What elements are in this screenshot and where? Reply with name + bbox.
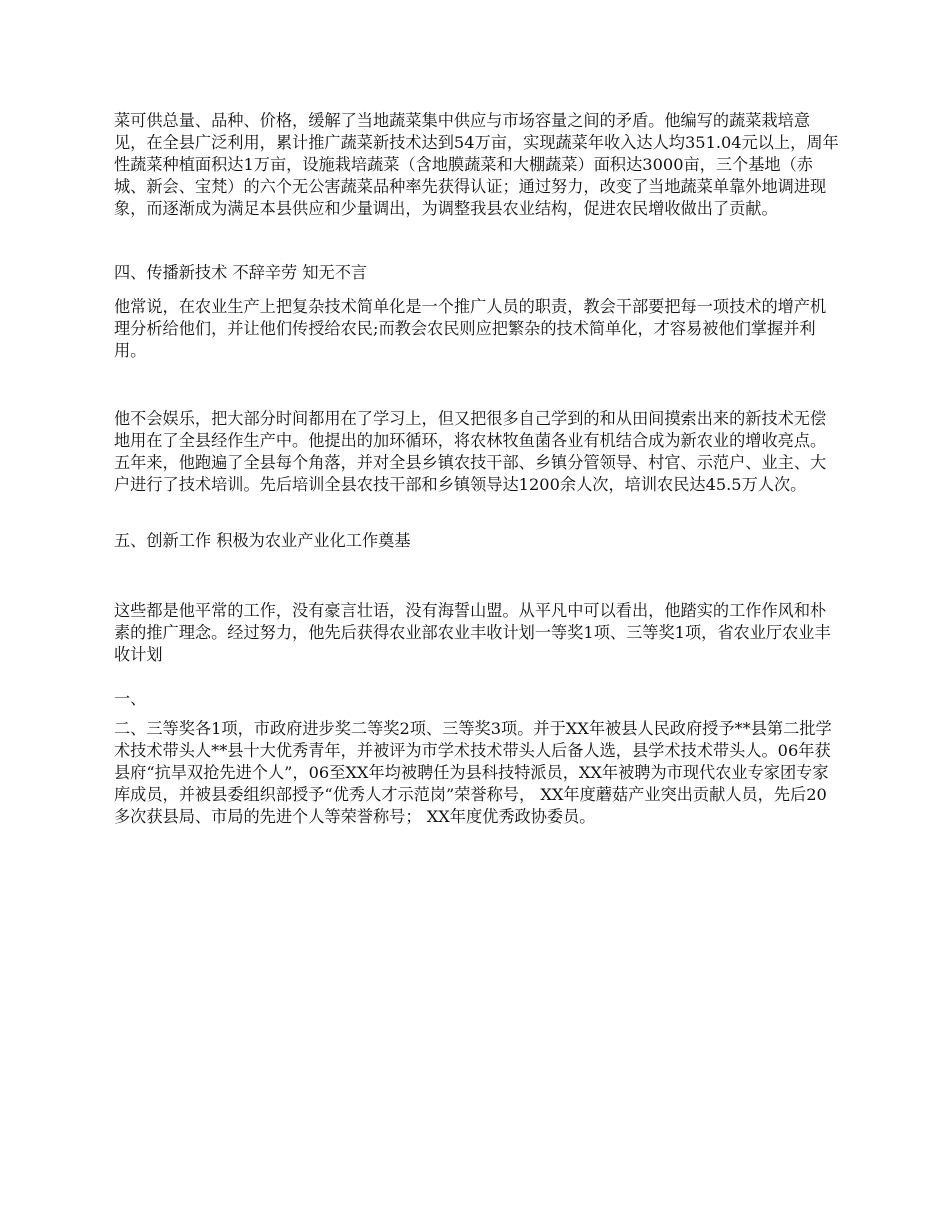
paragraph-awards-intro: 这些都是他平常的工作，没有豪言壮语，没有海誓山盟。从平凡中可以看出，他踏实的工作作风和朴素的推广理念。经过努力，他先后获得农业部农业丰收计划一等奖1项、三等奖1项，省农业厅农业丰收计划	[114, 601, 831, 664]
paragraph-simplify-technology: 他常说，在农业生产上把复杂技术简单化是一个推广人员的职责，教会干部要把每一项技术的增产机理分析给他们，并让他们传授给农民;而教会农民则应把繁杂的技术简单化，才容易被他们掌握并利用。	[114, 297, 827, 360]
paragraph-vegetable-supply: 菜可供总量、品种、价格，缓解了当地蔬菜集中供应与市场容量之间的矛盾。他编写的蔬菜栽培意见，在全县广泛利用，累计推广蔬菜新技术达到54万亩，实现蔬菜年收入达人均351.04元以上，周年性蔬菜种植面积达1万亩，设施栽培蔬菜（含地膜蔬菜和大棚蔬菜）面积达3000亩，三个基地（赤城、新会、宝梵）的六个无公害蔬菜品种率先获得认证；通过努力，改变了当地蔬菜单靠外地调进现象，而逐渐成为满足本县供应和少量调出，为调整我县农业结构，促进农民增收做出了贡献。	[114, 111, 839, 218]
section-heading-four: 四、传播新技术 不辞辛劳 知无不言	[114, 263, 368, 282]
paragraph-honors: 二、三等奖各1项，市政府进步奖二等奖2项、三等奖3项。并于XX年被县人民政府授予**县第二批学术技术带头人**县十大优秀青年，并被评为市学术技术带头人后备人选，县学术技术带头人。06年获县府“抗旱双抢先进个人”，06至XX年均被聘任为县科技特派员，XX年被聘为市现代农业专家团专家库成员，并被县委组织部授予“优秀人才示范岗”荣誉称号， XX年度蘑菇产业突出贡献人员，先后20多次获县局、市局的先进个人等荣誉称号； XX年度优秀政协委员。	[114, 719, 832, 826]
paragraph-training: 他不会娱乐，把大部分时间都用在了学习上，但又把很多自己学到的和从田间摸索出来的新技术无偿地用在了全县经作生产中。他提出的加环循环，将农林牧鱼菌各业有机结合成为新农业的增收亮点。五年来，他跑遍了全县每个角落，并对全县乡镇农技干部、乡镇分管领导、村官、示范户、业主、大户进行了技术培训。先后培训全县农技干部和乡镇领导达1200余人次，培训农民达45.5万人次。	[114, 409, 827, 494]
paragraph-list-marker: 一、	[114, 689, 147, 708]
section-heading-five: 五、创新工作 积极为农业产业化工作奠基	[114, 531, 411, 550]
